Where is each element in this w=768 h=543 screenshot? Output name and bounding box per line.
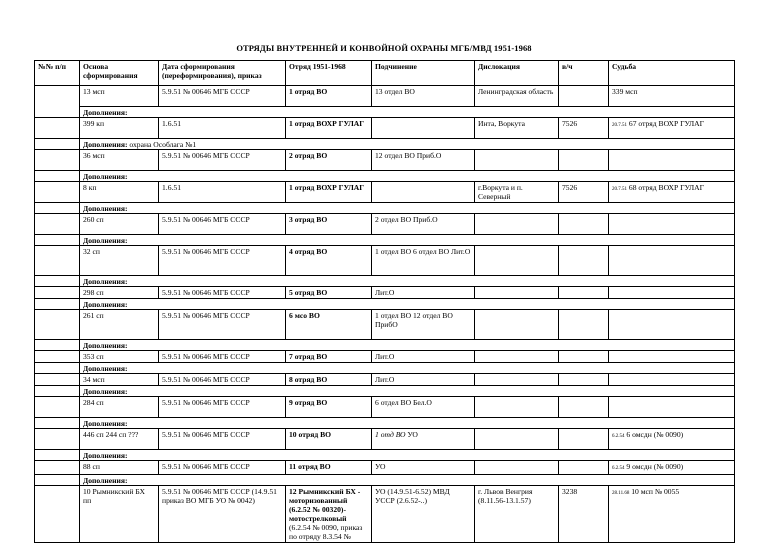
additions-row [35,235,735,246]
otryad-text: 12 Рымникский БХ - моторизованный (6.2.52 № 00320)-мотострелковый [289,487,361,523]
sudba-date: 20.7.51 [612,123,627,128]
vch-cell [559,214,609,235]
otryad-cell: 2 отряд ВО [286,150,372,171]
additions-row [35,299,735,310]
num-cell [35,276,80,287]
date-cell: 1.6.51 [159,118,286,139]
vch-cell [559,287,609,299]
osnova-cell: 399 кп [80,118,159,139]
disl-cell [475,214,559,235]
additions-row [35,203,735,214]
otryad-cell: 5 отряд ВО [286,287,372,299]
osnova-cell: 446 сп 244 сп ??? [80,429,159,450]
disl-cell [475,351,559,363]
sudba-date: 28.11.68 [612,491,630,496]
otryad-cell: 10 отряд ВО [286,429,372,450]
sudba-text: 9 омсдн (№ 0090) [626,462,684,471]
disl-cell [475,287,559,299]
num-cell [35,287,80,299]
vch-cell [559,374,609,386]
table-row [35,397,735,418]
num-cell [35,203,80,214]
sudba-cell [609,214,735,235]
sudba-cell [609,374,735,386]
additions-label: Дополнения: [83,419,128,428]
sudba-cell [609,461,735,475]
num-cell [35,246,80,276]
podch-cell: Лит.О [372,374,475,386]
additions-row [35,340,735,351]
sudba-cell: 339 мсп [609,86,735,107]
additions-label: Дополнения: [83,236,128,245]
sudba-cell [609,287,735,299]
additions-row [35,363,735,374]
date-cell: 5.9.51 № 00646 МГБ СССР [159,310,286,340]
podch-cell [372,182,475,203]
additions-cell [80,171,735,182]
disl-cell [475,246,559,276]
osnova-cell: 34 мсп [80,374,159,386]
num-cell [35,461,80,475]
additions-cell [80,475,735,486]
podch-cell: УО [372,461,475,475]
additions-cell [80,450,735,461]
date-cell: 5.9.51 № 00646 МГБ СССР [159,429,286,450]
sudba-cell [609,351,735,363]
sudba-date: 6.2.54 [612,466,625,471]
num-cell [35,351,80,363]
num-cell [35,418,80,429]
sudba-date: 6.2.54 [612,434,625,439]
vch-cell [559,397,609,418]
vch-cell [559,461,609,475]
date-cell: 5.9.51 № 00646 МГБ СССР [159,86,286,107]
num-cell [35,118,80,139]
otryad-cell: 11 отряд ВО [286,461,372,475]
detachments-table [34,60,735,543]
table-row [35,429,735,450]
additions-cell [80,235,735,246]
date-cell: 5.9.51 № 00646 МГБ СССР [159,351,286,363]
num-cell [35,450,80,461]
podch-text: УО [407,430,418,439]
table-row [35,86,735,107]
additions-row [35,171,735,182]
date-cell: 5.9.51 № 00646 МГБ СССР [159,374,286,386]
table-row [35,182,735,203]
additions-row [35,276,735,287]
disl-cell [475,397,559,418]
additions-label: Дополнения: [83,204,128,213]
podch-cell: 1 отдел ВО 12 отдел ВО ПрибО [372,310,475,340]
disl-cell [475,461,559,475]
osnova-cell: 260 сп [80,214,159,235]
table-row [35,118,735,139]
sudba-cell [609,310,735,340]
header-row [35,61,735,86]
additions-cell [80,340,735,351]
sudba-cell [609,397,735,418]
otryad-cell: 1 отряд ВОХР ГУЛАГ [286,182,372,203]
additions-label: Дополнения: [83,277,128,286]
disl-cell [475,374,559,386]
num-cell [35,214,80,235]
podch-italic: 1 отд ВО [375,430,406,439]
disl-cell [475,150,559,171]
num-cell [35,182,80,203]
additions-cell [80,418,735,429]
table-row [35,214,735,235]
podch-cell: 6 отдел ВО Бел.О [372,397,475,418]
vch-cell [559,310,609,340]
osnova-cell: 261 сп [80,310,159,340]
num-cell [35,86,80,118]
osnova-cell: 10 Рымникский БХ пп [80,486,159,543]
additions-label: Дополнения: [83,172,128,181]
podch-cell: Лит.О [372,287,475,299]
num-cell [35,486,80,543]
podch-cell [372,429,475,450]
additions-cell [80,203,735,214]
additions-label: Дополнения: [83,476,128,485]
vch-cell [559,246,609,276]
additions-cell [80,107,735,118]
table-row [35,486,735,543]
num-cell [35,310,80,340]
additions-row [35,139,735,150]
additions-row [35,450,735,461]
sudba-text: 6 омсдн (№ 0090) [626,430,684,439]
additions-cell [80,299,735,310]
osnova-cell: 32 сп [80,246,159,276]
sudba-date: 20.7.51 [612,187,627,192]
otryad-cell: 1 отряд ВОХР ГУЛАГ [286,118,372,139]
disl-cell: Ленинградская область [475,86,559,107]
vch-cell [559,351,609,363]
additions-cell [80,276,735,287]
num-cell [35,363,80,374]
date-cell: 5.9.51 № 00646 МГБ СССР [159,397,286,418]
sudba-cell [609,150,735,171]
additions-label: Дополнения: [83,387,128,396]
header-sudba: Судьба [609,61,735,86]
table-row [35,310,735,340]
otryad-cell: 7 отряд ВО [286,351,372,363]
num-cell [35,386,80,397]
otryad-cell: 3 отряд ВО [286,214,372,235]
otryad-cell: 9 отряд ВО [286,397,372,418]
podch-cell: УО (14.9.51-6.52) МВД УССР (2.6.52-..) [372,486,475,543]
disl-cell [475,429,559,450]
date-cell: 5.9.51 № 00646 МГБ СССР [159,214,286,235]
disl-cell: Инта, Воркута [475,118,559,139]
sudba-text: 10 мсп № 0055 [631,487,680,496]
osnova-cell: 88 сп [80,461,159,475]
header-vch: в/ч [559,61,609,86]
header-date: Дата сформирования (переформирования), приказ [159,61,286,86]
additions-label: Дополнения: [83,108,128,117]
num-cell [35,374,80,386]
additions-row [35,107,735,118]
table-row [35,287,735,299]
osnova-cell: 8 кп [80,182,159,203]
disl-cell [475,310,559,340]
date-cell: 1.6.51 [159,182,286,203]
additions-label: Дополнения: [83,341,128,350]
osnova-cell: 13 мсп [80,86,159,107]
additions-label: Дополнения: [83,140,128,149]
additions-row [35,475,735,486]
additions-row [35,418,735,429]
podch-cell [372,118,475,139]
podch-cell: 1 отдел ВО 6 отдел ВО Лит.О [372,246,475,276]
header-num: №№ п/п [35,61,80,86]
table-row [35,461,735,475]
otryad-cell: 8 отряд ВО [286,374,372,386]
num-cell [35,139,80,150]
num-cell [35,475,80,486]
podch-cell: 13 отдел ВО [372,86,475,107]
vch-cell [559,150,609,171]
vch-cell [559,429,609,450]
header-osnova: Основа сформирования [80,61,159,86]
num-cell [35,299,80,310]
otryad-cell: 6 мсо ВО [286,310,372,340]
podch-cell: 12 отдел ВО Приб.О [372,150,475,171]
num-cell [35,429,80,450]
vch-cell: 7526 [559,118,609,139]
num-cell [35,150,80,171]
additions-text: охрана Особлага №1 [129,140,197,149]
disl-cell: г. Львов Венгрия (8.11.56-13.1.57) [475,486,559,543]
additions-row [35,386,735,397]
otryad-cell: 1 отряд ВО [286,86,372,107]
num-cell [35,171,80,182]
num-cell [35,340,80,351]
header-dislokaciya: Дислокация [475,61,559,86]
sudba-cell [609,246,735,276]
table-row [35,374,735,386]
osnova-cell: 298 сп [80,287,159,299]
table-row [35,351,735,363]
vch-cell: 3238 [559,486,609,543]
osnova-cell: 36 мсп [80,150,159,171]
additions-label: Дополнения: [83,364,128,373]
document-title: ОТРЯДЫ ВНУТРЕННЕЙ И КОНВОЙНОЙ ОХРАНЫ МГБ/МВД 1951-1968 [236,43,532,53]
osnova-cell: 353 сп [80,351,159,363]
osnova-cell: 284 сп [80,397,159,418]
sudba-cell [609,182,735,203]
otryad-note: (6.2.54 № 0090, приказ по отряду 8.3.54 № [289,523,363,541]
table-row [35,150,735,171]
sudba-cell [609,486,735,543]
sudba-text: 68 отряд ВОХР ГУЛАГ [628,183,705,192]
header-otryad: Отряд 1951-1968 [286,61,372,86]
vch-cell: 7526 [559,182,609,203]
sudba-text: 67 отряд ВОХР ГУЛАГ [628,119,705,128]
header-podchinenie: Подчинение [372,61,475,86]
additions-cell [80,363,735,374]
otryad-cell: 4 отряд ВО [286,246,372,276]
table-row [35,246,735,276]
date-cell: 5.9.51 № 00646 МГБ СССР [159,246,286,276]
podch-cell: Лит.О [372,351,475,363]
disl-cell: г.Воркута и п. Северный [475,182,559,203]
num-cell [35,235,80,246]
otryad-cell [286,486,372,543]
additions-cell [80,386,735,397]
additions-label: Дополнения: [83,451,128,460]
date-cell: 5.9.51 № 00646 МГБ СССР (14.9.51 приказ ВО МГБ УО № 0042) [159,486,286,543]
additions-label: Дополнения: [83,300,128,309]
date-cell: 5.9.51 № 00646 МГБ СССР [159,461,286,475]
vch-cell [559,86,609,107]
date-cell: 5.9.51 № 00646 МГБ СССР [159,287,286,299]
sudba-cell [609,429,735,450]
additions-cell [80,139,735,150]
num-cell [35,397,80,418]
date-cell: 5.9.51 № 00646 МГБ СССР [159,150,286,171]
sudba-cell [609,118,735,139]
podch-cell: 2 отдел ВО Приб.О [372,214,475,235]
